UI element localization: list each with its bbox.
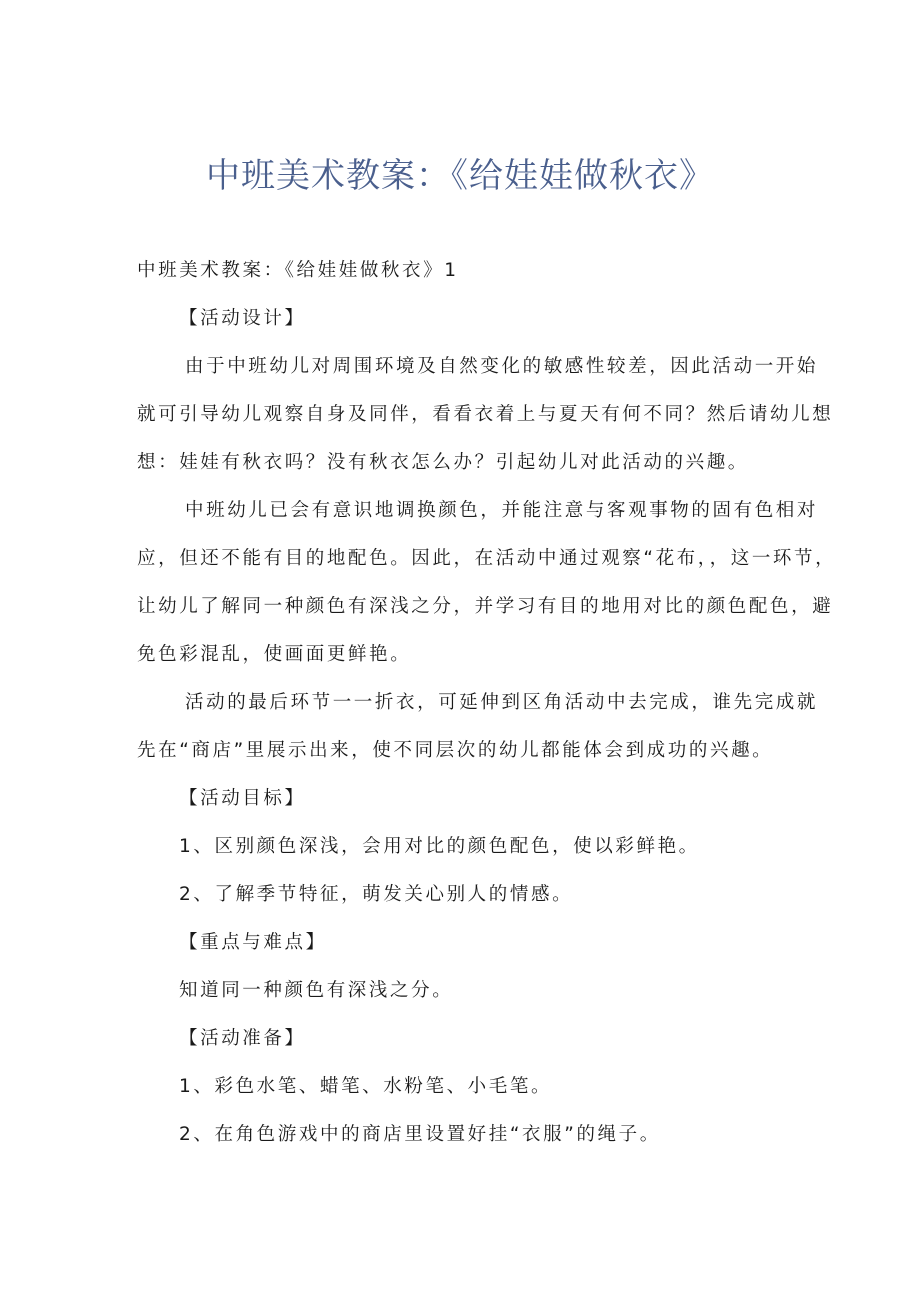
list-item: 2、了解季节特征，萌发关心别人的情感。	[179, 884, 574, 905]
paragraph-line: 免色彩混乱，使画面更鲜艳。	[137, 644, 412, 665]
list-item: 1、区别颜色深浅，会用对比的颜色配色，使以彩鲜艳。	[179, 836, 700, 857]
paragraph-line: 先在“商店”里展示出来，使不同层次的幼儿都能体会到成功的兴趣。	[137, 740, 774, 761]
paragraph-line: 中班幼儿已会有意识地调换颜色，并能注意与客观事物的固有色相对	[185, 500, 819, 521]
paragraph-line: 让幼儿了解同一种颜色有深浅之分，并学习有目的地用对比的颜色配色，避	[137, 596, 834, 617]
key-points-text: 知道同一种颜色有深浅之分。	[179, 980, 454, 1001]
section-heading-preparation: 【活动准备】	[179, 1028, 306, 1049]
paragraph-line: 活动的最后环节一一折衣，可延伸到区角活动中去完成，谁先完成就	[185, 692, 819, 713]
section-heading-key-points: 【重点与难点】	[179, 932, 327, 953]
section-heading-goals: 【活动目标】	[179, 788, 306, 809]
list-item: 2、在角色游戏中的商店里设置好挂“衣服”的绳子。	[179, 1124, 661, 1145]
subtitle: 中班美术教案：《给娃娃做秋衣》1	[137, 260, 459, 281]
paragraph-line: 想：娃娃有秋衣吗？没有秋衣怎么办？引起幼儿对此活动的兴趣。	[137, 452, 749, 473]
paragraph-line: 由于中班幼儿对周围环境及自然变化的敏感性较差，因此活动一开始	[185, 356, 819, 377]
document-title: 中班美术教案：《给娃娃做秋衣》	[206, 156, 714, 196]
section-heading-design: 【活动设计】	[179, 308, 306, 329]
list-item: 1、彩色水笔、蜡笔、水粉笔、小毛笔。	[179, 1076, 553, 1097]
paragraph-line: 应，但还不能有目的地配色。因此，在活动中通过观察“花布，，这一环节，	[137, 548, 837, 569]
paragraph-line: 就可引导幼儿观察自身及同伴，看看衣着上与夏天有何不同？然后请幼儿想	[137, 404, 834, 425]
